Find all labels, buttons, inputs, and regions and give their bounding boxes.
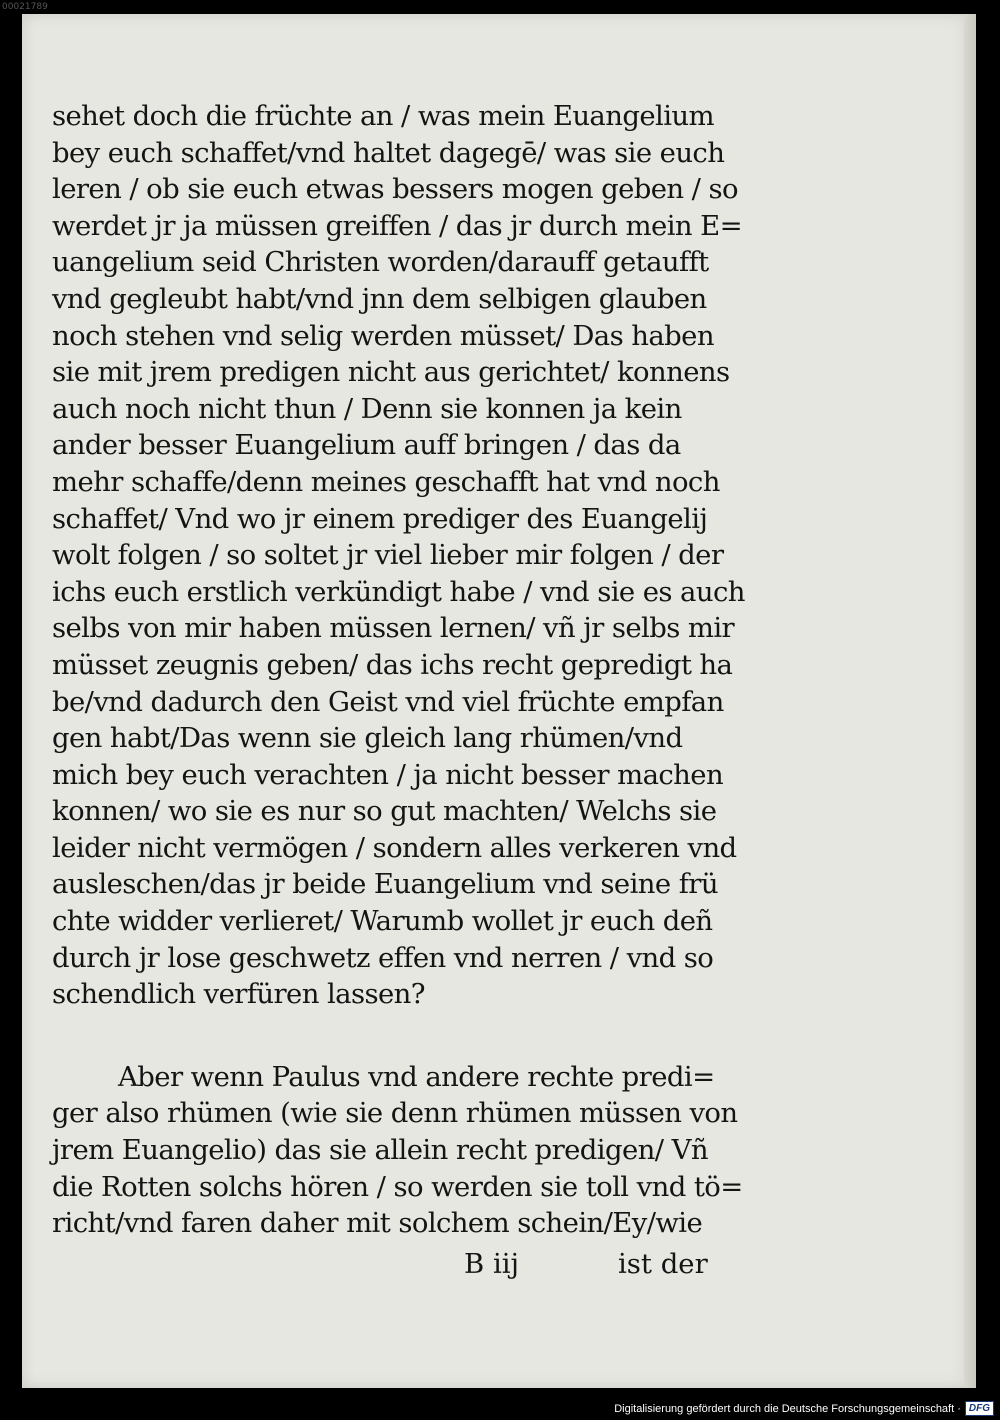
funding-footer	[614, 1401, 994, 1416]
text-line: schendlich verfüren lassen?	[52, 978, 425, 1011]
text-line: ander besser Euangelium auff bringen / das da	[52, 429, 681, 462]
text-line: sie mit jrem predigen nicht aus gerichtet/ konnens	[52, 356, 730, 389]
dfg-logo: DFG	[965, 1401, 994, 1416]
catchword: ist der	[618, 1247, 708, 1280]
text-line: Aber wenn Paulus vnd andere rechte predi=	[118, 1060, 715, 1093]
text-line: vnd gegleubt habt/vnd jnn dem selbigen glauben	[52, 282, 707, 315]
book-page	[22, 14, 976, 1388]
text-line: sehet doch die früchte an / was mein Euangelium	[52, 100, 714, 132]
text-line: gen habt/Das wenn sie gleich lang rhümen/vnd	[52, 722, 683, 755]
funding-text: Digitalisierung gefördert durch die Deutsche Forschungsgemeinschaft ·	[614, 1402, 961, 1415]
text-line: schaffet/ Vnd wo jr einem prediger des Euangelij	[52, 502, 708, 535]
page-edge	[964, 14, 976, 1388]
text-line: chte widder verlieret/ Warumb wollet jr euch deñ	[52, 905, 713, 938]
text-line: die Rotten solchs hören / so werden sie toll vnd tö=	[52, 1170, 743, 1203]
signature-mark: B iij	[464, 1247, 520, 1280]
text-line: werdet jr ja müssen greiffen / das jr durch mein E=	[52, 209, 743, 242]
text-line: mehr schaffe/denn meines geschafft hat vnd noch	[52, 465, 720, 498]
text-line: wolt folgen / so soltet jr viel lieber mir folgen / der	[52, 539, 724, 572]
text-line: auch noch nicht thun / Denn sie konnen ja kein	[52, 392, 682, 425]
text-line: uangelium seid Christen worden/darauff getaufft	[52, 246, 709, 279]
text-line: leider nicht vermögen / sondern alles verkeren vnd	[52, 831, 737, 864]
text-line: be/vnd dadurch den Geist vnd viel früchte empfan	[52, 685, 724, 718]
text-line: konnen/ wo sie es nur so gut machten/ Welchs sie	[52, 795, 717, 828]
text-line: müsset zeugnis geben/ das ichs recht gepredigt ha	[52, 648, 733, 681]
text-line: durch jr lose geschwetz effen vnd nerren / vnd so	[52, 941, 714, 974]
text-line: mich bey euch verachten / ja nicht besser machen	[52, 758, 724, 791]
text-line: selbs von mir haben müssen lernen/ vñ jr selbs mir	[52, 612, 735, 645]
page-footer-line	[52, 1248, 712, 1284]
text-line: ger also rhümen (wie sie denn rhümen müssen von	[52, 1097, 738, 1130]
text-line: bey euch schaffet/vnd haltet dagegē/ was sie euch	[52, 136, 725, 169]
text-line: richt/vnd faren daher mit solchem schein/Ey/wie	[52, 1207, 703, 1240]
text-line: leren / ob sie euch etwas bessers mogen geben / so	[52, 173, 738, 206]
text-line: noch stehen vnd selig werden müsset/ Das haben	[52, 319, 714, 352]
scan-id: 00021789	[2, 2, 48, 12]
text-line: ausleschen/das jr beide Euangelium vnd seine frü	[52, 868, 718, 901]
text-line: jrem Euangelio) das sie allein recht predigen/ Vñ	[52, 1134, 708, 1167]
paragraph-gap	[52, 1013, 712, 1059]
text-block	[52, 98, 745, 1284]
paragraph-1	[52, 98, 745, 1013]
paragraph-2	[52, 1059, 743, 1242]
text-line: ichs euch erstlich verkündigt habe / vnd sie es auch	[52, 575, 745, 608]
